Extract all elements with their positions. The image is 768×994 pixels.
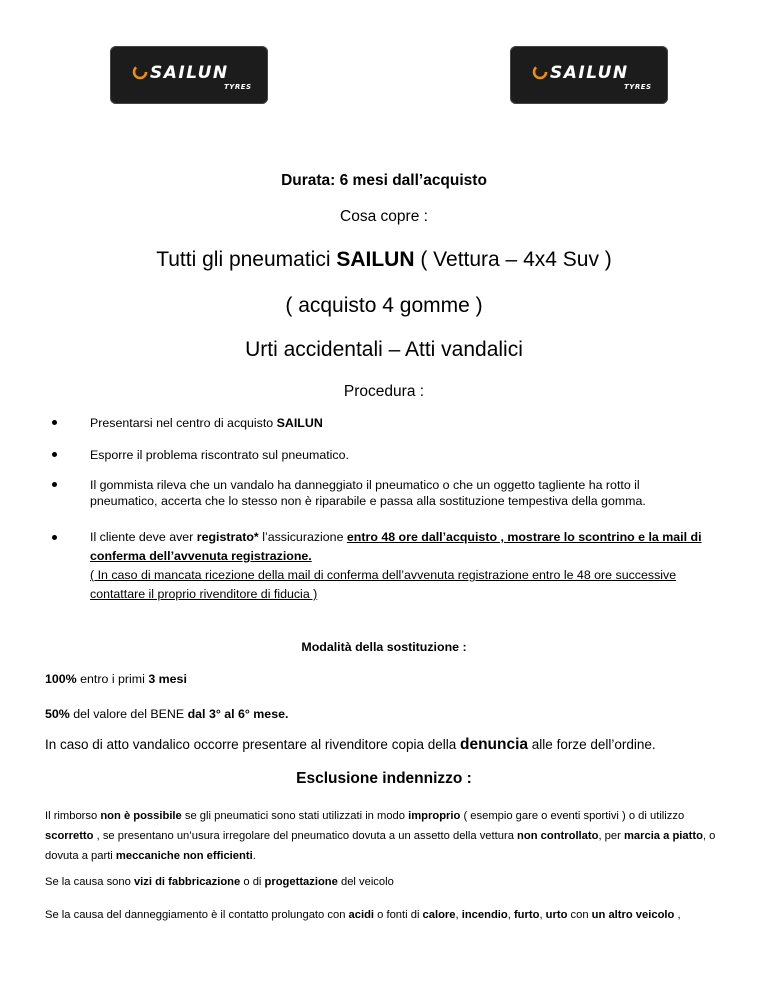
procedura-item-4-deadline: entro 48 ore dall’acquisto , mostrare lo scontrino e la mail di conferma dell’avvenuta registrazione.: [90, 530, 702, 563]
modalita-100: [45, 672, 187, 686]
procedura-item-4-note: ( In caso di mancata ricezione della mail di conferma dell’avvenuta registrazione entro le 48 ore successive contattare il proprio rivenditore di fiducia ): [90, 568, 677, 601]
modalita-50-percent: 50%: [45, 707, 70, 721]
logo-brand: SAILUN: [150, 63, 229, 83]
procedura-heading: Procedura :: [343, 383, 425, 400]
modalita-100-period: 3 mesi: [148, 672, 187, 686]
modalita-50-text: del valore del BENE: [69, 707, 188, 721]
text-segment: incendio: [461, 909, 508, 921]
sailun-logo-right: [510, 46, 668, 104]
text-segment: furto: [513, 909, 540, 921]
coverage-line-3: Urti accidentali – Atti vandalici: [245, 338, 523, 361]
text-segment: .: [252, 850, 256, 862]
procedura-item-3: Il gommista rileva che un vandalo ha danneggiato il pneumatico o che un oggetto tagliente ha rotto il pneumatico, accerta che lo stesso non è riparabile e passa alla sostituzione tempestiva della gomma.: [42, 477, 702, 509]
modalita-100-percent: 100%: [45, 672, 77, 686]
coverage-line-2: ( acquisto 4 gomme ): [285, 294, 483, 317]
procedura-item-4: [42, 528, 702, 604]
text-segment: se gli pneumatici sono stati utilizzati in modo: [181, 810, 409, 822]
logo-brand: SAILUN: [550, 63, 629, 83]
text-segment: ( esempio gare o eventi sportivi ) o di utilizzo: [460, 810, 685, 822]
text-segment: ,: [674, 909, 681, 921]
procedura-item-1: [42, 415, 702, 431]
denuncia-pre: In caso di atto vandalico occorre presentare al rivenditore copia della: [45, 737, 460, 752]
coverage-line-1-post: ( Vettura – 4x4 Suv ): [414, 248, 612, 271]
modalita-heading: Modalità della sostituzione :: [301, 640, 467, 654]
text-segment: non controllato: [517, 830, 599, 842]
text-segment: acidi: [348, 909, 375, 921]
text-segment: marcia a piatto: [623, 830, 703, 842]
procedura-item-1-brand: SAILUN: [276, 416, 323, 430]
text-segment: urto: [545, 909, 568, 921]
text-segment: vizi di fabbricazione: [133, 876, 241, 888]
text-segment: ,: [539, 909, 546, 921]
esclusione-paragraph-1: [45, 806, 735, 866]
denuncia-word: denuncia: [460, 736, 529, 753]
procedura-item-4-pre: Il cliente deve aver: [90, 530, 197, 544]
text-segment: con: [567, 909, 592, 921]
text-segment: , o dovuta a parti: [45, 830, 716, 862]
text-segment: ,: [455, 909, 462, 921]
esclusione-heading: Esclusione indennizzo :: [296, 770, 472, 787]
procedura-item-4-registrato: registrato*: [196, 530, 259, 544]
cosa-copre-heading: Cosa copre :: [340, 208, 428, 225]
procedura-list: [42, 415, 702, 604]
procedura-item-2: Esporre il problema riscontrato sul pneumatico.: [42, 447, 702, 463]
durata-heading: Durata: 6 mesi dall’acquisto: [281, 172, 487, 189]
denuncia-paragraph: [45, 736, 656, 754]
text-segment: o fonti di: [374, 909, 423, 921]
sailun-mark-icon: [132, 64, 148, 80]
text-segment: Se la causa del danneggiamento è il contatto prolungato con: [45, 909, 349, 921]
text-segment: un altro veicolo: [591, 909, 675, 921]
modalita-50-period: dal 3° al 6° mese.: [187, 707, 289, 721]
text-segment: meccaniche non efficienti: [115, 850, 253, 862]
sailun-logo-left: [110, 46, 268, 104]
text-segment: non è possibile: [100, 810, 182, 822]
text-segment: Se la causa sono: [45, 876, 134, 888]
logo-sub: TYRES: [624, 83, 652, 91]
sailun-mark-icon: [532, 64, 548, 80]
text-segment: scorretto: [45, 830, 94, 842]
denuncia-post: alle forze dell’ordine.: [528, 737, 656, 752]
procedura-item-4-mid: l’assicurazione: [258, 530, 347, 544]
text-segment: improprio: [408, 810, 461, 822]
text-segment: del veicolo: [337, 876, 394, 888]
esclusione-paragraph-3: [45, 905, 735, 925]
text-segment: , se presentano un’usura irregolare del pneumatico dovuta a un assetto della vettura: [93, 830, 518, 842]
text-segment: , per: [598, 830, 624, 842]
text-segment: progettazione: [264, 876, 338, 888]
text-segment: ,: [507, 909, 514, 921]
esclusione-paragraph-2: [45, 872, 735, 892]
text-segment: Il rimborso: [45, 810, 101, 822]
modalita-50: [45, 707, 288, 721]
text-segment: o di: [240, 876, 265, 888]
text-segment: calore: [422, 909, 456, 921]
logo-sub: TYRES: [224, 83, 252, 91]
coverage-line-1-pre: Tutti gli pneumatici: [156, 248, 337, 271]
coverage-line-1: [0, 248, 768, 272]
procedura-item-1-text: Presentarsi nel centro di acquisto: [90, 416, 277, 430]
modalita-100-text: entro i primi: [76, 672, 149, 686]
coverage-brand: SAILUN: [336, 248, 415, 271]
